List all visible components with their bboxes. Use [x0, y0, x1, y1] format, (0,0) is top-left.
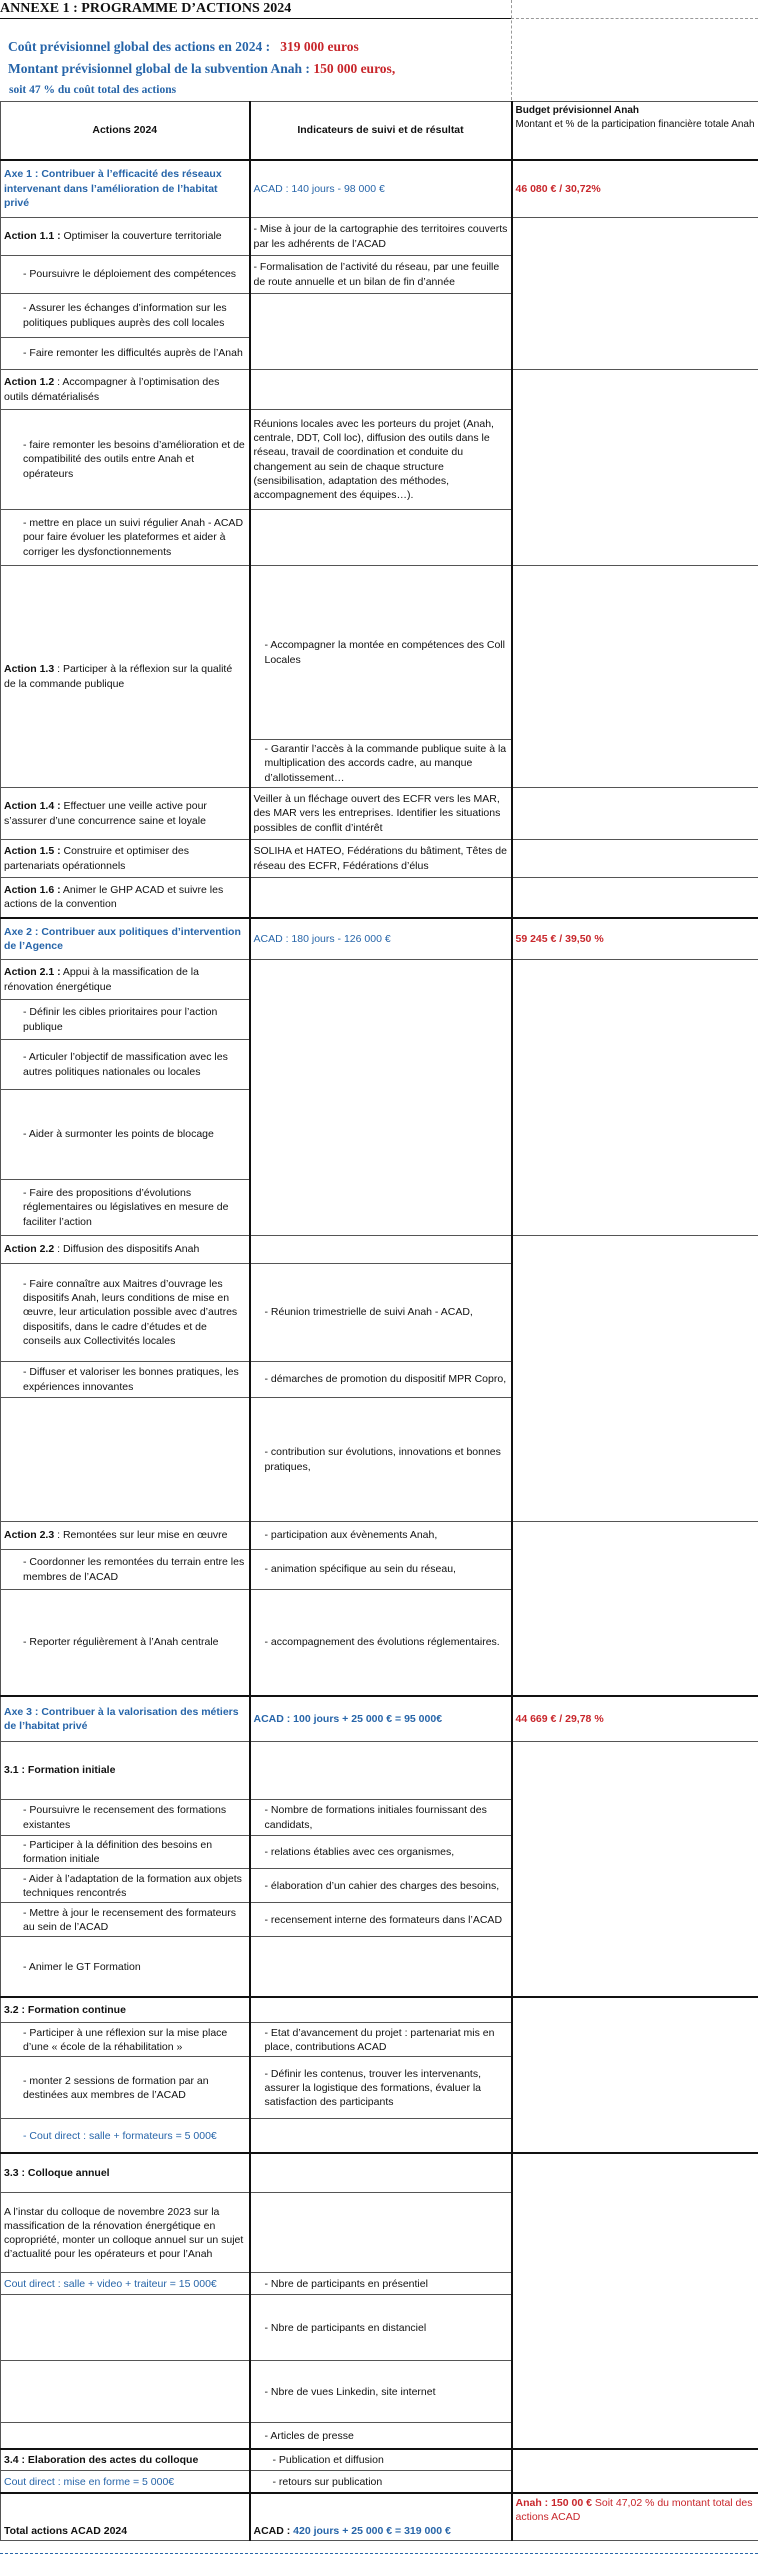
action-2-3: Action 2.3 : Remontées sur leur mise en œuvre [1, 1522, 250, 1550]
axe2-acad: ACAD : 180 jours - 126 000 € [250, 918, 512, 960]
section-3-1: 3.1 : Formation initiale [1, 1742, 250, 1800]
axe3-title: Axe 3 : Contribuer à la valorisation des métiers de l’habitat privé [1, 1696, 250, 1742]
list-item: - Reporter régulièrement à l’Anah centrale [1, 1590, 250, 1696]
total-acad: ACAD : 420 jours + 25 000 € = 319 000 € [250, 2493, 512, 2541]
action-2-2-indicator-3: - contribution sur évolutions, innovations et bonnes pratiques, [250, 1398, 512, 1522]
section-3-3-indicator-3: - Nbre de vues Linkedin, site internet [250, 2361, 512, 2423]
section-3-2-cost: - Cout direct : salle + formateurs = 5 000€ [1, 2119, 250, 2153]
total-label: Total actions ACAD 2024 [1, 2493, 250, 2541]
list-item: - Coordonner les remontées du terrain entre les membres de l’ACAD [1, 1550, 250, 1590]
list-item: - Diffuser et valoriser les bonnes pratiques, les expériences innovantes [1, 1362, 250, 1398]
section-3-4-indicator-2: - retours sur publication [250, 2471, 512, 2493]
list-item: - Faire des propositions d’évolutions réglementaires ou législatives en mesure de faciliter l’action [1, 1180, 250, 1236]
list-item: - Poursuivre le déploiement des compétences [1, 256, 250, 294]
action-1-3-indicator-1: - Accompagner la montée en compétences des Coll Locales [250, 566, 512, 740]
section-3-3-text: A l’instar du colloque de novembre 2023 sur la massification de la rénovation énergétique en copropriété, monter un colloque annuel sur un sujet d’actualité pour les opérateurs et pour l’Anah [1, 2193, 250, 2273]
page-title: ANNEXE 1 : PROGRAMME D’ACTIONS 2024 [0, 1, 292, 16]
axe2-budget: 59 245 € / 39,50 % [512, 918, 758, 960]
list-item: - Aider à surmonter les points de blocage [1, 1090, 250, 1180]
action-2-3-indicator-2: - animation spécifique au sein du réseau, [250, 1550, 512, 1590]
section-3-4-cost: Cout direct : mise en forme = 5 000€ [1, 2471, 250, 2493]
action-2-2-indicator-1: - Réunion trimestrielle de suivi Anah - ACAD, [250, 1264, 512, 1362]
list-item: - Participer à une réflexion sur la mise place d’une « école de la réhabilitation » [1, 2023, 250, 2057]
list-item: - Faire remonter les difficultés auprès de l’Anah [1, 338, 250, 370]
section-3-2-indicator-1: - Etat d’avancement du projet : partenariat mis en place, contributions ACAD [250, 2023, 512, 2057]
axe1-budget: 46 080 € / 30,72% [512, 160, 758, 218]
list-item: - Articuler l’objectif de massification avec les autres politiques nationales ou locales [1, 1040, 250, 1090]
action-1-5-indicator: SOLIHA et HATEO, Fédérations du bâtiment, Têtes de réseau des ECFR, Fédérations d’élus [250, 840, 512, 878]
section-3-2-indicator-2: - Définir les contenus, trouver les intervenants, assurer la logistique des formations, évaluer la satisfaction des participants [250, 2057, 512, 2119]
list-item: - Assurer les échanges d’information sur les politiques publiques auprès des coll locales [1, 294, 250, 338]
list-item: - Définir les cibles prioritaires pour l’action publique [1, 1000, 250, 1040]
section-3-2: 3.2 : Formation continue [1, 1997, 250, 2023]
actions-table [0, 101, 758, 2541]
section-3-3-indicator-2: - Nbre de participants en distanciel [250, 2295, 512, 2361]
section-3-3-cost: Cout direct : salle + video + traiteur = 15 000€ [1, 2273, 250, 2295]
subsidy-line: Montant prévisionnel global de la subvention Anah : 150 000 euros, [8, 61, 396, 76]
total-anah: Anah : 150 00 € Soit 47,02 % du montant total des actions ACAD [512, 2493, 758, 2541]
section-3-4: 3.4 : Elaboration des actes du colloque [1, 2449, 250, 2471]
action-2-2: Action 2.2 : Diffusion des dispositifs Anah [1, 1236, 250, 1264]
list-item: - faire remonter les besoins d’amélioration et de compatibilité des outils entre Anah et opérateurs [1, 410, 250, 510]
axe2-title: Axe 2 : Contribuer aux politiques d’intervention de l’Agence [1, 918, 250, 960]
list-item: - Mettre à jour le recensement des formateurs au sein de l’ACAD [1, 1903, 250, 1937]
action-2-3-indicator-3: - accompagnement des évolutions réglementaires. [250, 1590, 512, 1696]
action-1-3: Action 1.3 : Participer à la réflexion sur la qualité de la commande publique [1, 566, 250, 788]
percentage-line: soit 47 % du coût total des actions [9, 84, 177, 96]
section-3-3-indicator-1: - Nbre de participants en présentiel [250, 2273, 512, 2295]
action-1-2: Action 1.2 : Accompagner à l’optimisation des outils dématérialisés [1, 370, 250, 410]
section-3-1-indicator-1: - Nombre de formations initiales fournissant des candidats, [250, 1800, 512, 1836]
action-1-2-indicator: Réunions locales avec les porteurs du projet (Anah, centrale, DDT, Coll loc), diffusion des outils dans le réseau, travail de coordination et conduite du changement au sein de chaque structure (sensibilisation, adaptation des méthodes, accompagnement des équipes…). [250, 410, 512, 510]
action-2-3-indicator-1: - participation aux évènements Anah, [250, 1522, 512, 1550]
section-3-3-indicator-4: - Articles de presse [250, 2423, 512, 2449]
section-3-1-indicator-4: - recensement interne des formateurs dans l’ACAD [250, 1903, 512, 1937]
action-1-4: Action 1.4 : Effectuer une veille active pour s’assurer d’une concurrence saine et loyale [1, 788, 250, 840]
list-item: - mettre en place un suivi régulier Anah - ACAD pour faire évoluer les plateformes et aider à corriger les dysfonctionnements [1, 510, 250, 566]
action-1-6: Action 1.6 : Animer le GHP ACAD et suivre les actions de la convention [1, 878, 250, 918]
action-2-1: Action 2.1 : Appui à la massification de la rénovation énergétique [1, 960, 250, 1000]
action-1-1-indicator-1: - Mise à jour de la cartographie des territoires couverts par les adhérents de l’ACAD [250, 218, 512, 256]
list-item: - Animer le GT Formation [1, 1937, 250, 1997]
list-item: - Faire connaître aux Maitres d’ouvrage les dispositifs Anah, leurs conditions de mise en œuvre, leur articulation possible avec d’autres dispositifs, dans le cadre d’études et de conseils aux Collectivités locales [1, 1264, 250, 1362]
action-1-4-indicator: Veiller à un fléchage ouvert des ECFR vers les MAR, des MAR vers les entreprises. Identifier les situations possibles de conflit d’intérêt [250, 788, 512, 840]
list-item: - Participer à la définition des besoins en formation initiale [1, 1836, 250, 1869]
section-3-3: 3.3 : Colloque annuel [1, 2153, 250, 2193]
axe1-acad: ACAD : 140 jours - 98 000 € [250, 160, 512, 218]
action-1-3-indicator-2: - Garantir l’accès à la commande publique suite à la multiplication des accords cadre, au manque d’allotissement… [250, 740, 512, 788]
axe3-acad: ACAD : 100 jours + 25 000 € = 95 000€ [250, 1696, 512, 1742]
list-item: - monter 2 sessions de formation par an destinées aux membres de l’ACAD [1, 2057, 250, 2119]
section-3-4-indicator-1: - Publication et diffusion [250, 2449, 512, 2471]
axe1-title: Axe 1 : Contribuer à l’efficacité des réseaux intervenant dans l’amélioration de l’habitat privé [1, 160, 250, 218]
col-budget-header: Budget prévisionnel Anah Montant et % de la participation financière totale Anah [512, 102, 758, 160]
action-1-5: Action 1.5 : Construire et optimiser des partenariats opérationnels [1, 840, 250, 878]
list-item: - Aider à l’adaptation de la formation aux objets techniques rencontrés [1, 1869, 250, 1903]
col-indicators-header: Indicateurs de suivi et de résultat [250, 102, 512, 160]
list-item: - Poursuivre le recensement des formations existantes [1, 1800, 250, 1836]
cost-line: Coût prévisionnel global des actions en 2024 : 319 000 euros [8, 39, 359, 54]
col-actions-header: Actions 2024 [1, 102, 250, 160]
section-3-1-indicator-3: - élaboration d’un cahier des charges des besoins, [250, 1869, 512, 1903]
action-1-1-indicator-2: - Formalisation de l’activité du réseau, par une feuille de route annuelle et un bilan de fin d’année [250, 256, 512, 294]
section-3-1-indicator-2: - relations établies avec ces organismes, [250, 1836, 512, 1869]
action-2-2-indicator-2: - démarches de promotion du dispositif MPR Copro, [250, 1362, 512, 1398]
action-1-1: Action 1.1 : Optimiser la couverture territoriale [1, 218, 250, 256]
axe3-budget: 44 669 € / 29,78 % [512, 1696, 758, 1742]
